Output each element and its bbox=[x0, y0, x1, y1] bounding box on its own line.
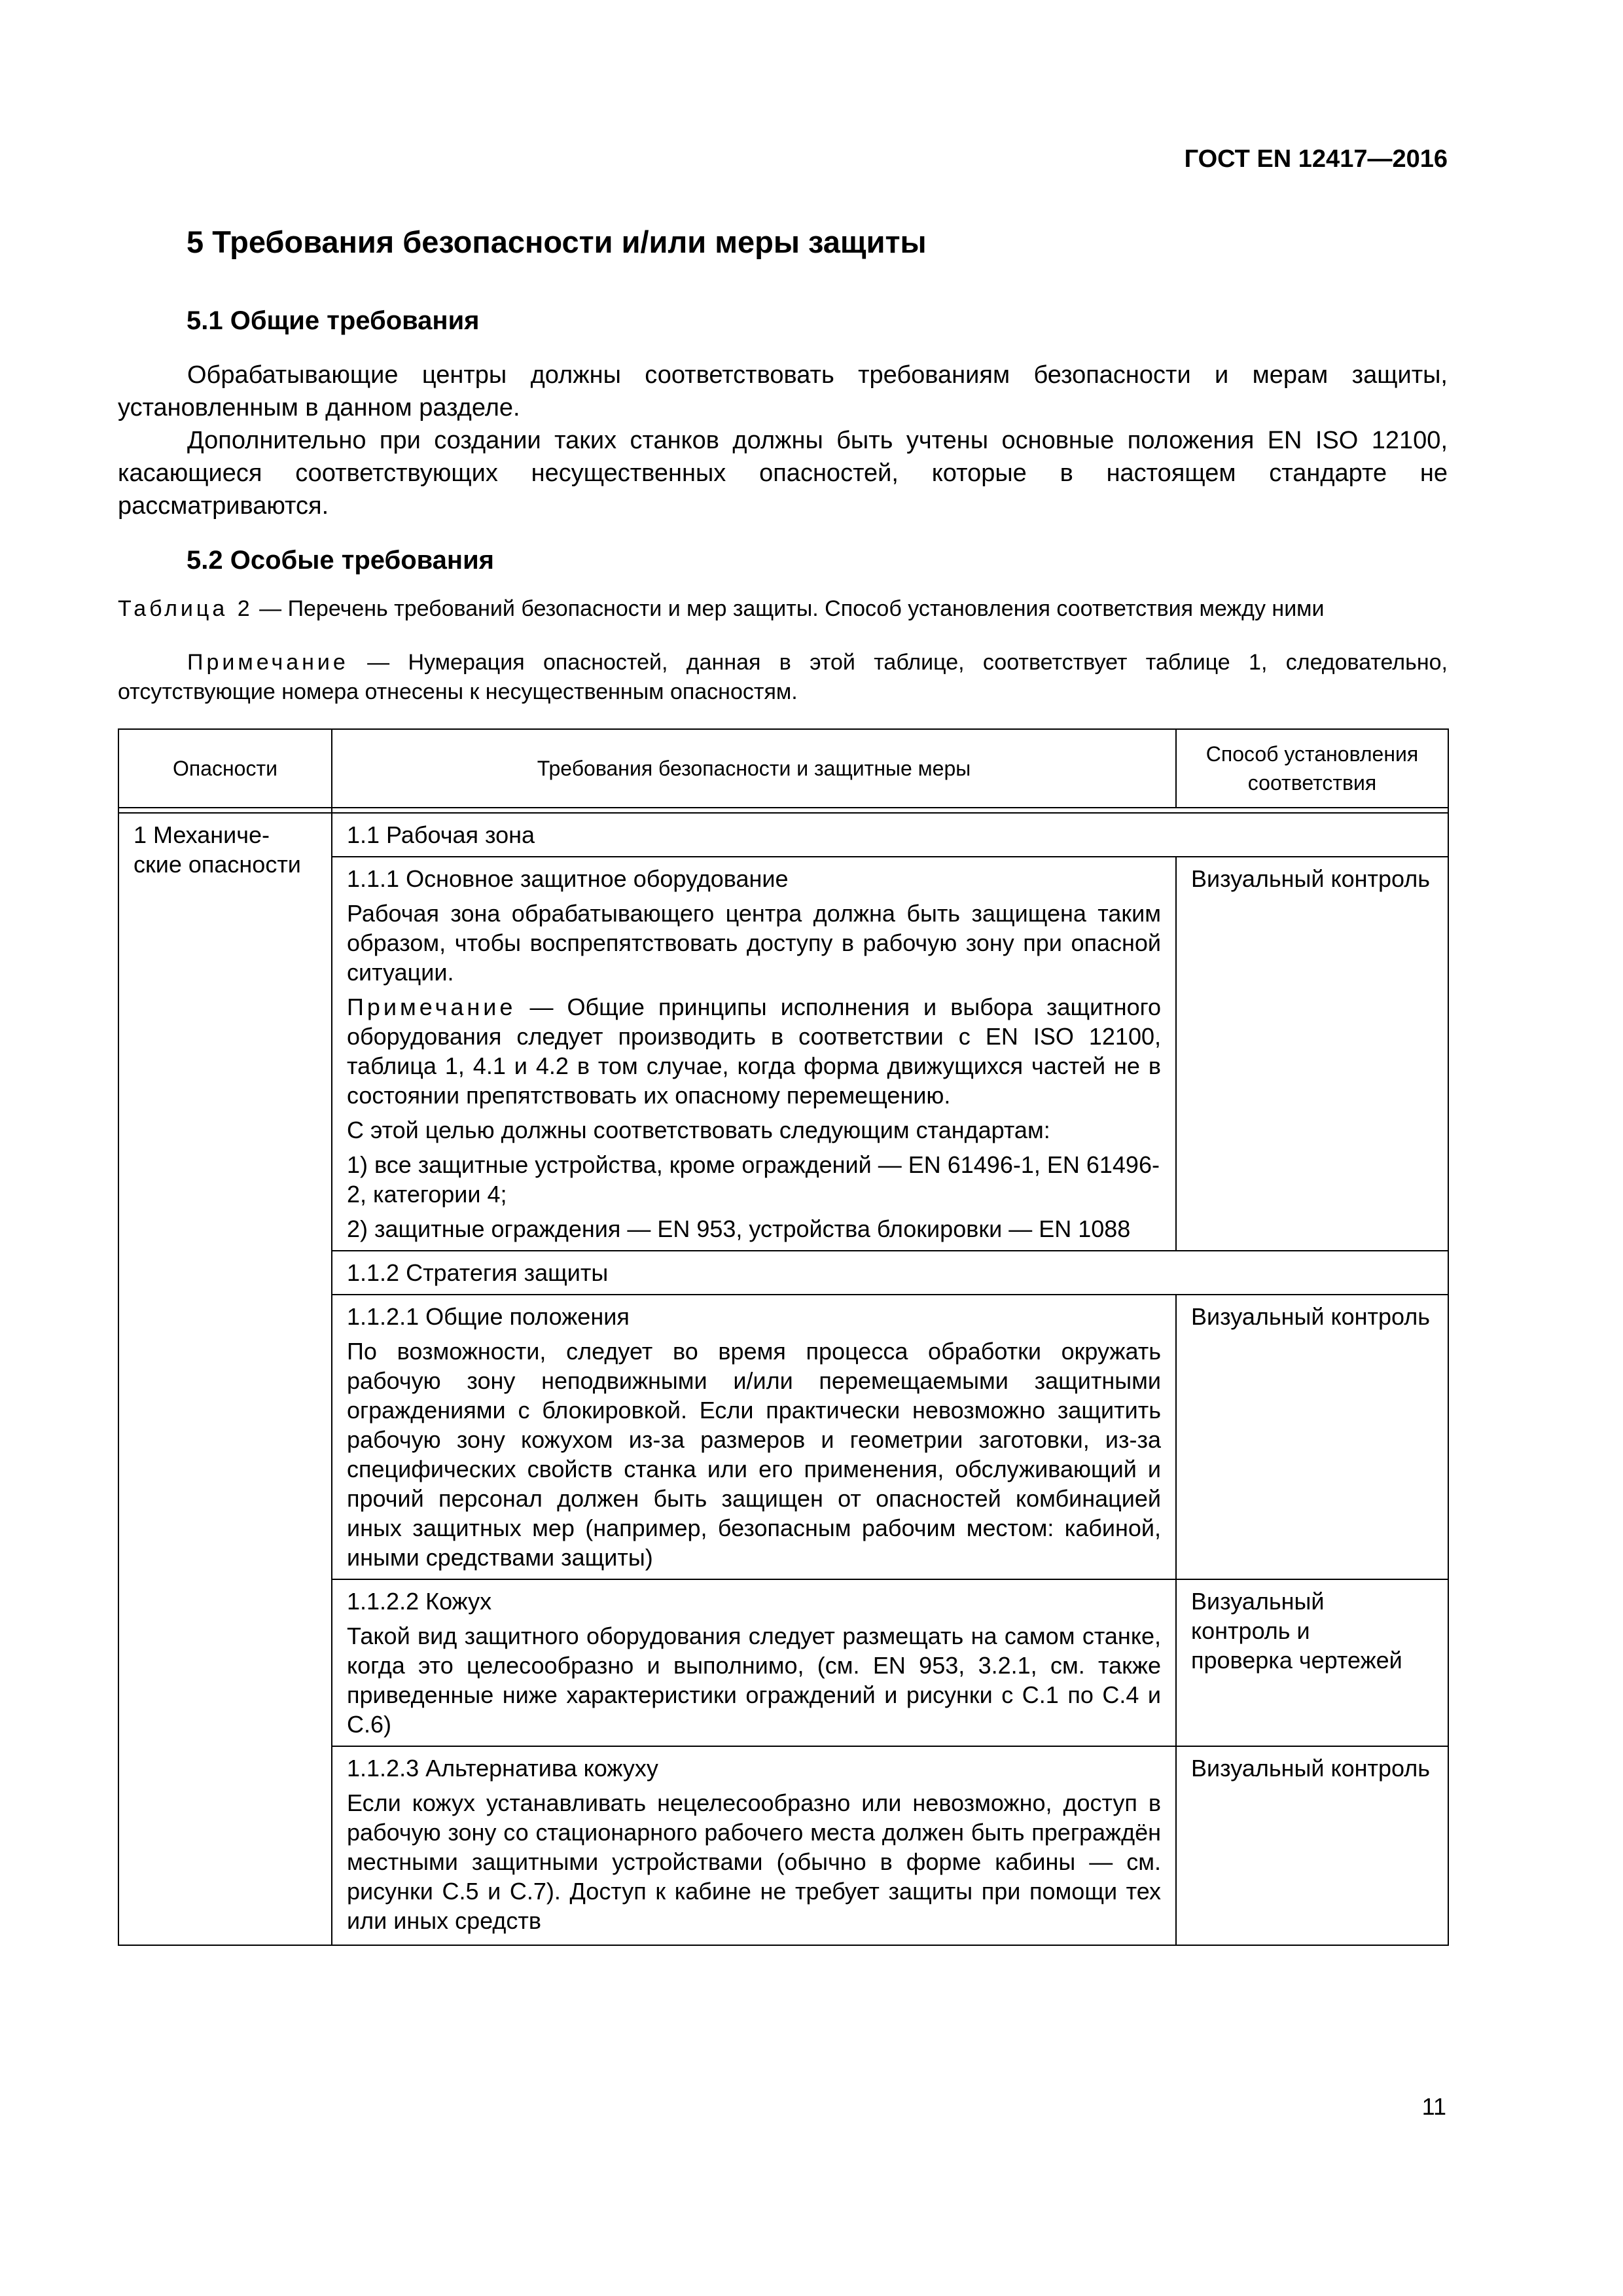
table-row bbox=[118, 813, 1448, 857]
table-note-text: — Нумерация опасностей, данная в этой таблице, соответствует таблице 1, следовательно, отсутствующие номера отнесены к несущественным опасностям. bbox=[118, 650, 1448, 704]
subsection-title-5-1: 5.1 Общие требования bbox=[187, 306, 480, 335]
note-text: — Общие принципы исполнения и выбора защитного оборудования следует производить в соответствии с EN ISO 12100, таблица 1, 4.1 и 4.2 в том случае, когда форма движущихся частей не в состоянии препятствовать их опасному перемещению. bbox=[347, 994, 1161, 1109]
requirement-text: Если кожух устанавливать нецелесообразно или невозможно, доступ в рабочую зону со стационарного рабочего места должен быть преграждён местными защитными устройствами (обычно в форме кабины — см. рисунки С.5 и С.7). Доступ к кабине не требует защиты при помощи тех или иных средств bbox=[347, 1789, 1161, 1934]
requirement-title: 1.1.1 Основное защитное оборудование bbox=[347, 865, 789, 892]
page-number: 11 bbox=[1421, 2093, 1446, 2120]
requirement-1-1-2-3 bbox=[332, 1746, 1176, 1945]
table-caption-text: — Перечень требований безопасности и мер защиты. Способ установления соответствия между ними bbox=[253, 596, 1325, 621]
table-header-row bbox=[118, 729, 1448, 808]
paragraph-general-1: Обрабатывающие центры должны соответствовать требованиям безопасности и мерам защиты, установленным в данном разделе. bbox=[118, 361, 1448, 422]
standards-item-1: 1) все защитные устройства, кроме ограждений — EN 61496-1, EN 61496-2, категории 4; bbox=[347, 1151, 1160, 1208]
requirement-1-1-2-1 bbox=[332, 1295, 1176, 1579]
table-note bbox=[118, 648, 1448, 707]
header-hazards: Опасности bbox=[118, 729, 332, 808]
table-note-label: Примечание bbox=[187, 650, 349, 675]
requirement-1-1-1 bbox=[332, 857, 1176, 1251]
requirement-note bbox=[347, 992, 1161, 1110]
method-1-1-1: Визуальный контроль bbox=[1176, 857, 1448, 1251]
requirement-text: Такой вид защитного оборудования следует размещать на самом станке, когда это целесообразно и выполнимо, (см. EN 953, 3.2.1, см. также приведенные ниже характеристики ограждений и рисунки с С.1 по С.4 и С.6) bbox=[347, 1623, 1161, 1738]
header-method: Способ установления соответствия bbox=[1176, 729, 1448, 808]
requirement-text: По возможности, следует во время процесса обработки окружать рабочую зону неподвижными и/или перемещаемыми защитными ограждениями с блокировкой. Если практически невозможно защитить рабочую зону кожухом из-за размеров и геометрии заготовки, из-за специфических свойств станка или его применения, обслуживающий и прочий персонал должен быть защищен от опасностей комбинацией иных защитных мер (например, безопасным рабочим местом: кабиной, иными средствами защиты) bbox=[347, 1338, 1161, 1571]
table-header-separator bbox=[118, 808, 1448, 813]
requirement-1-1-2-2 bbox=[332, 1579, 1176, 1746]
requirement-text: Рабочая зона обрабатывающего центра должна быть защищена таким образом, чтобы воспрепятствовать доступу в рабочую зону при опасной ситуации. bbox=[347, 900, 1161, 986]
row-title-1-1: 1.1 Рабочая зона bbox=[332, 813, 1448, 857]
paragraph-general-2: Дополнительно при создании таких станков должны быть учтены основные положения EN ISO 12100, касающиеся соответствующих несущественных опасностей, которые в настоящем стандарте не рассматриваются. bbox=[118, 427, 1448, 520]
table-caption bbox=[118, 594, 1453, 624]
standards-item-2: 2) защитные ограждения — EN 953, устройства блокировки — EN 1088 bbox=[347, 1215, 1131, 1242]
requirement-title: 1.1.2.3 Альтернатива кожуху bbox=[347, 1755, 658, 1782]
section-title: 5 Требования безопасности и/или меры защиты bbox=[187, 224, 927, 259]
standards-intro: С этой целью должны соответствовать следующим стандартам: bbox=[347, 1117, 1050, 1143]
method-1-1-2-1: Визуальный контроль bbox=[1176, 1295, 1448, 1579]
requirement-title: 1.1.2.1 Общие положения bbox=[347, 1303, 630, 1330]
hazard-cell: 1 Механиче-ские опасности bbox=[118, 813, 332, 1945]
row-title-1-1-2: 1.1.2 Стратегия защиты bbox=[332, 1251, 1448, 1295]
header-requirements: Требования безопасности и защитные меры bbox=[332, 729, 1176, 808]
method-1-1-2-2: Визуальный контроль и проверка чертежей bbox=[1176, 1579, 1448, 1746]
note-label: Примечание bbox=[347, 994, 516, 1020]
method-1-1-2-3: Визуальный контроль bbox=[1176, 1746, 1448, 1945]
subsection-title-5-2: 5.2 Особые требования bbox=[187, 546, 495, 575]
table-caption-label: Таблица 2 bbox=[118, 596, 253, 621]
document-id: ГОСТ EN 12417—2016 bbox=[1184, 145, 1448, 173]
requirement-title: 1.1.2.2 Кожух bbox=[347, 1588, 492, 1615]
requirements-table bbox=[118, 728, 1449, 1946]
